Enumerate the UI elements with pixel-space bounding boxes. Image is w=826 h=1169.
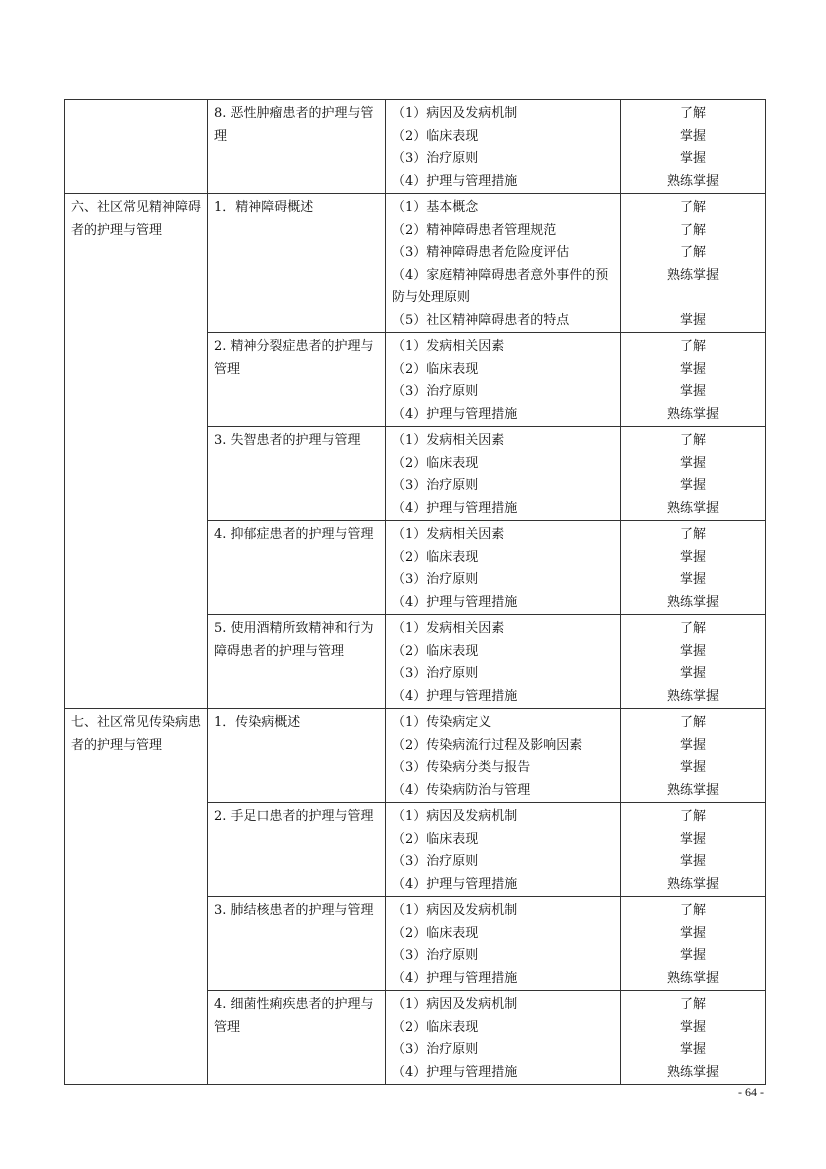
requirement-level: 掌握 <box>679 1019 706 1035</box>
requirement-level-cell <box>621 709 766 803</box>
requirement-level: 掌握 <box>679 312 706 328</box>
section-title-cell: 六、社区常见精神障碍者的护理与管理 <box>65 194 208 709</box>
content-item: （1）发病相关因素 <box>392 339 505 354</box>
requirement-level: 掌握 <box>679 549 706 565</box>
requirement-level: 了解 <box>679 245 706 260</box>
content-item: （3）治疗原则 <box>392 1042 479 1057</box>
content-item: （3）治疗原则 <box>392 666 479 681</box>
content-item: （2）临床表现 <box>392 549 479 565</box>
content-item: （1）发病相关因素 <box>392 621 505 636</box>
requirement-level: 了解 <box>679 339 706 354</box>
content-item: （3）治疗原则 <box>392 948 479 963</box>
content-cell <box>386 897 621 991</box>
requirement-level: 了解 <box>679 106 706 121</box>
content-item: （2）临床表现 <box>392 643 479 659</box>
content-item: （2）临床表现 <box>392 925 479 941</box>
requirement-level: 了解 <box>679 903 706 918</box>
content-item: （1）病因及发病机制 <box>392 809 518 824</box>
section-title-cell <box>65 100 208 194</box>
requirement-level: 掌握 <box>679 737 706 753</box>
requirement-level: 掌握 <box>679 925 706 941</box>
content-item: （3）精神障碍患者危险度评估 <box>392 245 570 260</box>
requirement-level-cell <box>621 100 766 194</box>
content-item: （5）社区精神障碍患者的特点 <box>392 312 570 328</box>
topic-title-cell: 2. 精神分裂症患者的护理与管理 <box>208 333 386 427</box>
requirement-level: 了解 <box>679 527 706 542</box>
content-item: （2）临床表现 <box>392 455 479 471</box>
topic-title-cell: 4. 抑郁症患者的护理与管理 <box>208 521 386 615</box>
requirement-level: 了解 <box>679 222 706 238</box>
content-item: （4）护理与管理措施 <box>392 500 518 516</box>
content-cell <box>386 194 621 333</box>
requirement-level-cell <box>621 427 766 521</box>
content-item: （2）临床表现 <box>392 831 479 847</box>
requirement-level: 掌握 <box>679 1042 706 1057</box>
syllabus-table-body <box>65 100 766 1085</box>
requirement-level: 熟练掌握 <box>666 406 719 422</box>
content-item: （1）病因及发病机制 <box>392 903 518 918</box>
content-cell <box>386 100 621 194</box>
requirement-level: 掌握 <box>679 643 706 659</box>
table-row <box>65 100 766 194</box>
table-row <box>65 709 766 803</box>
requirement-level: 掌握 <box>679 384 706 399</box>
table-row <box>65 194 766 333</box>
requirement-level: 掌握 <box>679 478 706 493</box>
topic-title-cell: 4. 细菌性痢疾患者的护理与管理 <box>208 991 386 1085</box>
requirement-level: 了解 <box>679 997 706 1012</box>
content-cell <box>386 709 621 803</box>
requirement-level: 掌握 <box>679 151 706 166</box>
content-item: （2）精神障碍患者管理规范 <box>392 222 557 238</box>
topic-title-cell: 5. 使用酒精所致精神和行为障碍患者的护理与管理 <box>208 615 386 709</box>
topic-title-cell: 8. 恶性肿瘤患者的护理与管理 <box>208 100 386 194</box>
requirement-level: 了解 <box>679 200 706 215</box>
requirement-level: 掌握 <box>679 760 706 775</box>
requirement-level: 熟练掌握 <box>666 970 719 986</box>
requirement-level: 了解 <box>679 715 706 730</box>
requirement-level: 熟练掌握 <box>666 500 719 516</box>
requirement-level: 熟练掌握 <box>666 1064 719 1080</box>
topic-title-cell: 1．精神障碍概述 <box>208 194 386 333</box>
content-item: （4）护理与管理措施 <box>392 594 518 610</box>
content-item: （1）病因及发病机制 <box>392 997 518 1012</box>
content-item: （3）治疗原则 <box>392 854 479 869</box>
content-cell <box>386 803 621 897</box>
content-item: （3）治疗原则 <box>392 478 479 493</box>
content-item: （4）护理与管理措施 <box>392 876 518 892</box>
content-item: （4）护理与管理措施 <box>392 1064 518 1080</box>
content-item: （1）发病相关因素 <box>392 527 505 542</box>
requirement-level: 掌握 <box>679 854 706 869</box>
requirement-level: 掌握 <box>679 128 706 144</box>
topic-title-cell: 1．传染病概述 <box>208 709 386 803</box>
content-item: （3）治疗原则 <box>392 572 479 587</box>
content-item: （1）病因及发病机制 <box>392 106 518 121</box>
content-item: （2）临床表现 <box>392 128 479 144</box>
requirement-level: 熟练掌握 <box>666 594 719 610</box>
content-item: （4）家庭精神障碍患者意外事件的预防与处理原则 <box>392 267 609 305</box>
page-number: - 64 - <box>738 1085 764 1099</box>
requirement-level-cell <box>621 615 766 709</box>
content-item: （2）传染病流行过程及影响因素 <box>392 737 583 753</box>
requirement-level-cell <box>621 991 766 1085</box>
requirement-level-cell <box>621 803 766 897</box>
requirement-level: 熟练掌握 <box>666 876 719 892</box>
requirement-level: 掌握 <box>679 666 706 681</box>
requirement-level-cell <box>621 333 766 427</box>
syllabus-table <box>64 99 766 1085</box>
requirement-level-cell <box>621 194 766 333</box>
content-cell <box>386 521 621 615</box>
requirement-level: 了解 <box>679 433 706 448</box>
topic-title-cell: 2. 手足口患者的护理与管理 <box>208 803 386 897</box>
content-item: （2）临床表现 <box>392 1019 479 1035</box>
content-item: （4）护理与管理措施 <box>392 406 518 422</box>
content-item: （3）治疗原则 <box>392 384 479 399</box>
requirement-level: 了解 <box>679 809 706 824</box>
requirement-level: 熟练掌握 <box>666 782 719 798</box>
content-item: （4）护理与管理措施 <box>392 688 518 704</box>
content-cell <box>386 615 621 709</box>
content-item: （1）发病相关因素 <box>392 433 505 448</box>
requirement-level: 熟练掌握 <box>666 173 719 189</box>
content-item: （4）传染病防治与管理 <box>392 782 531 798</box>
requirement-level: 掌握 <box>679 948 706 963</box>
requirement-level: 掌握 <box>679 831 706 847</box>
requirement-level-cell <box>621 897 766 991</box>
content-cell <box>386 991 621 1085</box>
requirement-level: 掌握 <box>679 572 706 587</box>
requirement-level: 熟练掌握 <box>666 688 719 704</box>
content-item: （3）治疗原则 <box>392 151 479 166</box>
content-item: （2）临床表现 <box>392 361 479 377</box>
content-item: （4）护理与管理措施 <box>392 970 518 986</box>
content-item: （4）护理与管理措施 <box>392 173 518 189</box>
topic-title-cell: 3. 肺结核患者的护理与管理 <box>208 897 386 991</box>
requirement-level: 掌握 <box>679 361 706 377</box>
content-item: （3）传染病分类与报告 <box>392 760 531 775</box>
requirement-level: 了解 <box>679 621 706 636</box>
content-cell <box>386 333 621 427</box>
content-cell <box>386 427 621 521</box>
content-item: （1）传染病定义 <box>392 715 492 730</box>
topic-title-cell: 3. 失智患者的护理与管理 <box>208 427 386 521</box>
requirement-level: 掌握 <box>679 455 706 471</box>
section-title-cell: 七、社区常见传染病患者的护理与管理 <box>65 709 208 1085</box>
requirement-level: 熟练掌握 <box>666 267 719 283</box>
requirement-level-cell <box>621 521 766 615</box>
content-item: （1）基本概念 <box>392 200 479 215</box>
